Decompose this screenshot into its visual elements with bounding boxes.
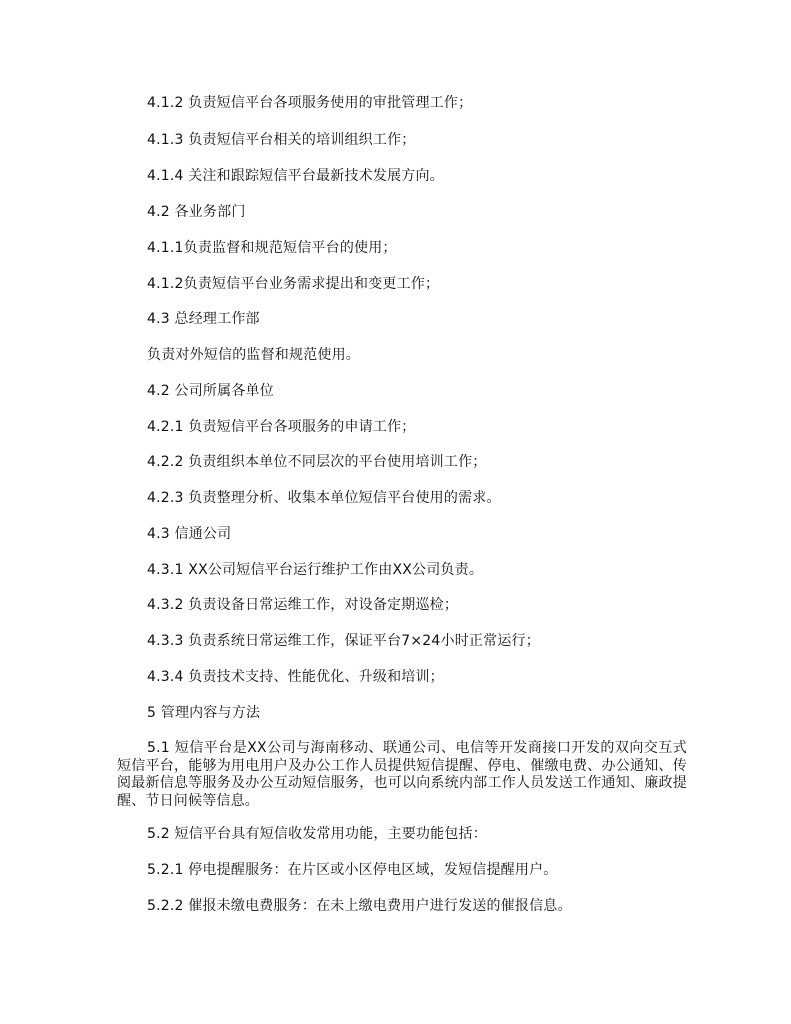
section-heading: 4.2 公司所属各单位	[147, 383, 274, 399]
text-line: 4.3.2 负责设备日常运维工作，对设备定期巡检；	[147, 597, 459, 613]
text-line: 4.1.4 关注和跟踪短信平台最新技术发展方向。	[147, 168, 444, 184]
section-heading: 5 管理内容与方法	[147, 705, 261, 721]
paragraph-5-1: 5.1 短信平台是XX公司与海南移动、联通公司、电信等开发商接口开发的双向交互式短信平台，能够为用电用户及办公工作人员提供短信提醒、停电、催缴电费、办公通知、传阅最新信息等服务及办公互动短信服务，也可以向系统内部工作人员发送工作通知、廉政提醒、节日问候等信息。	[117, 740, 687, 809]
text-line: 负责对外短信的监督和规范使用。	[147, 347, 360, 363]
text-line: 4.2.1 负责短信平台各项服务的申请工作；	[147, 419, 416, 435]
text-line: 4.3.1 XX公司短信平台运行维护工作由XX公司负责。	[147, 562, 484, 578]
text-line: 4.2.3 负责整理分析、收集本单位短信平台使用的需求。	[147, 490, 501, 506]
text-line: 5.2.1 停电提醒服务：在片区或小区停电区域，发短信提醒用户。	[147, 862, 558, 878]
text-line: 5.2.2 催报未缴电费服务：在未上缴电费用户进行发送的催报信息。	[147, 898, 572, 914]
section-heading: 4.2 各业务部门	[147, 204, 246, 220]
text-line: 4.1.3 负责短信平台相关的培训组织工作；	[147, 132, 416, 148]
text-line: 4.1.2负责短信平台业务需求提出和变更工作；	[147, 276, 440, 292]
text-line: 4.2.2 负责组织本单位不同层次的平台使用培训工作；	[147, 454, 487, 470]
text-line: 4.1.1负责监督和规范短信平台的使用；	[147, 240, 397, 256]
section-heading: 4.3 总经理工作部	[147, 311, 260, 327]
text-line: 4.3.4 负责技术支持、性能优化、升级和培训；	[147, 669, 444, 685]
text-line: 4.3.3 负责系统日常运维工作，保证平台7×24小时正常运行；	[147, 633, 540, 649]
section-heading: 4.3 信通公司	[147, 526, 232, 542]
text-line: 5.2 短信平台具有短信收发常用功能，主要功能包括：	[147, 826, 487, 842]
text-line: 4.1.2 负责短信平台各项服务使用的审批管理工作；	[147, 95, 473, 111]
